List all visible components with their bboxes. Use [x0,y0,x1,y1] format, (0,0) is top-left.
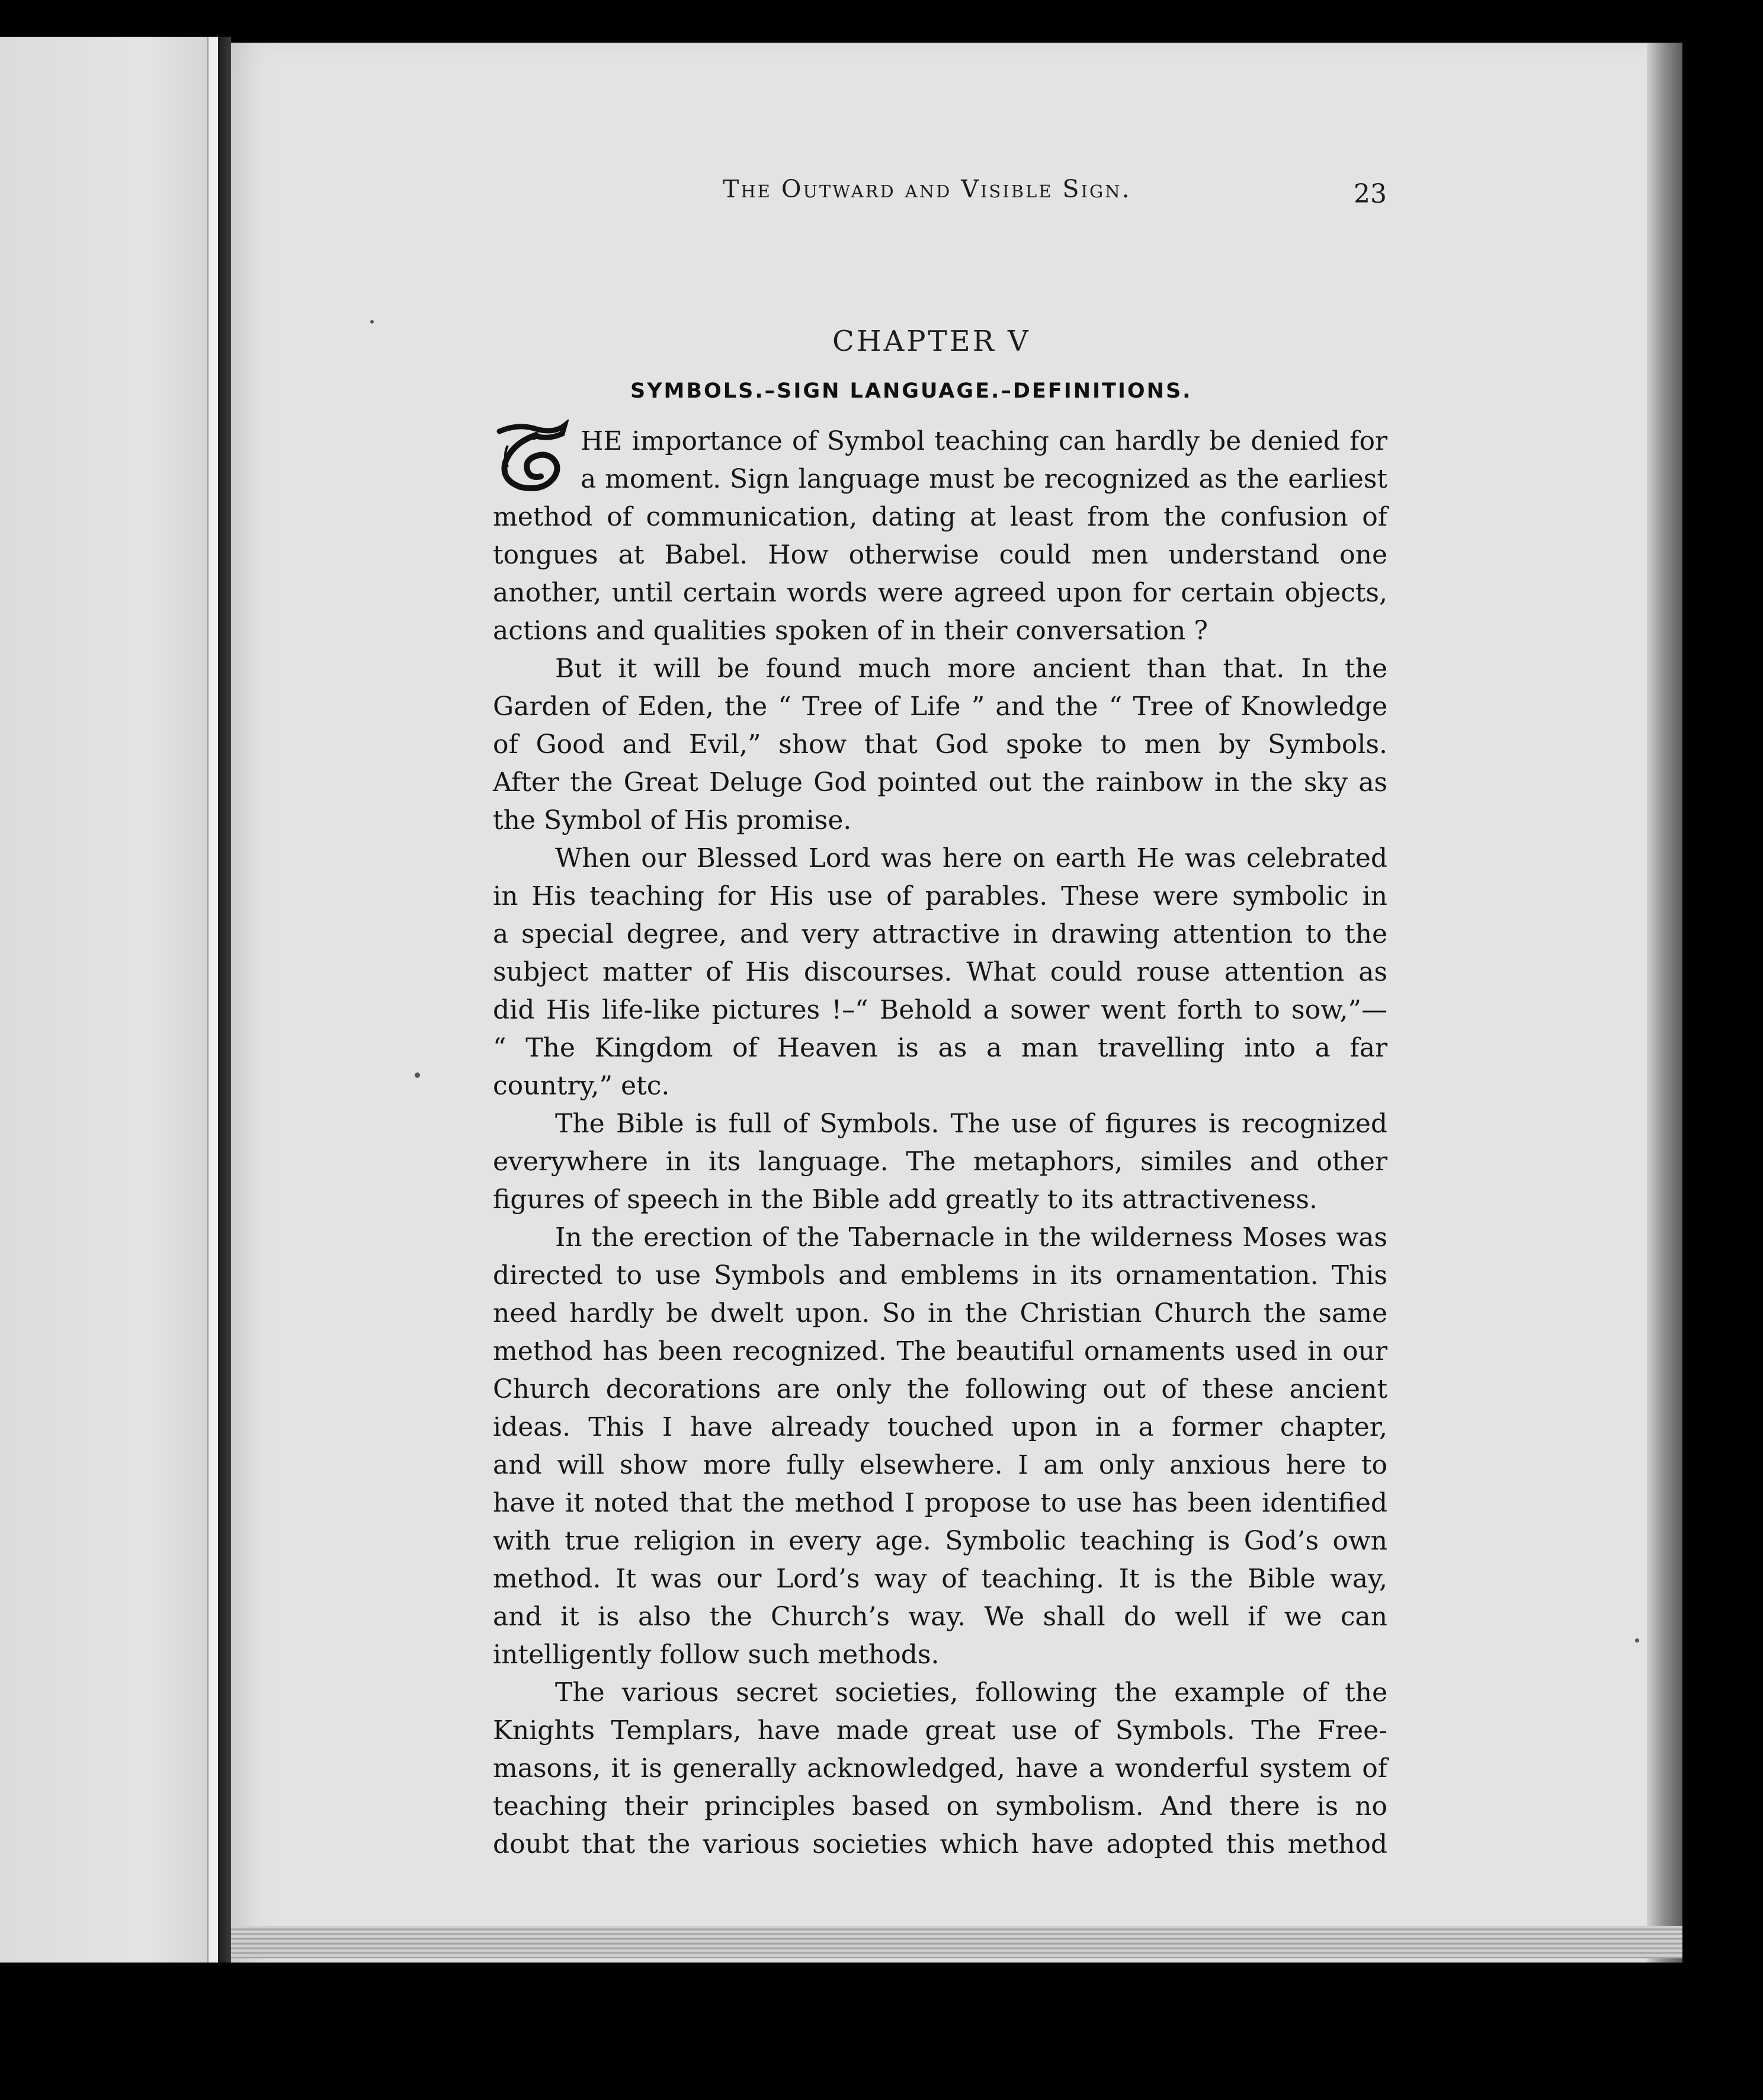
chapter-title: CHAPTER V [832,325,1031,358]
text-line: method has been recognized. The beautiful ornaments used in our [493,1336,1387,1366]
text-line: another, until certain words were agreed upon for certain objects, [493,578,1387,608]
page-bottom-edge [231,1926,1682,1958]
text-line: When our Blessed Lord was here on earth He was celebrated [555,843,1387,873]
text-line: In the erection of the Tabernacle in the wilderness Moses was [555,1222,1387,1253]
text-line: doubt that the various societies which have adopted this method [493,1829,1387,1859]
text-line: in His teaching for His use of parables. These were symbolic in [493,881,1387,911]
text-line: teaching their principles based on symbolism. And there is no [493,1791,1387,1822]
text-line: Garden of Eden, the “ Tree of Life ” and the “ Tree of Knowledge [493,692,1387,722]
text-line: But it will be found much more ancient than that. In the [555,654,1387,684]
text-line: with true religion in every age. Symbolic teaching is God’s own [493,1526,1387,1556]
text-line: The various secret societies, following the example of the [555,1678,1387,1708]
text-line: The Bible is full of Symbols. The use of figures is recognized [555,1109,1387,1139]
text-line: tongues at Babel. How otherwise could men understand one [493,540,1387,570]
book-gutter [218,37,231,1963]
scan-speck [370,320,374,324]
left-page-edge [207,37,219,1963]
scan-speck [415,1073,420,1078]
text-line: everywhere in its language. The metaphors, similes and other [493,1147,1387,1177]
text-line: method. It was our Lord’s way of teaching. It is the Bible way, [493,1564,1387,1594]
text-line: of Good and Evil,” show that God spoke to men by Symbols. [493,729,1387,760]
text-line: intelligently follow such methods. [493,1640,940,1670]
text-line: subject matter of His discourses. What could rouse attention as [493,957,1387,987]
page-stack-edge [1647,43,1682,1963]
text-line: “ The Kingdom of Heaven is as a man travelling into a far [493,1033,1387,1063]
page-number: 23 [1354,179,1387,209]
text-line: actions and qualities spoken of in their conversation ? [493,616,1208,646]
text-line: need hardly be dwelt upon. So in the Christian Church the same [493,1298,1387,1328]
text-line: country,” etc. [493,1071,670,1101]
text-line: directed to use Symbols and emblems in its ornamentation. This [493,1260,1387,1291]
text-line: a moment. Sign language must be recognized as the earliest [581,464,1387,494]
ornamental-drop-cap [495,420,569,494]
text-line: Church decorations are only the following out of these ancient [493,1374,1387,1404]
scan-speck [1635,1638,1639,1643]
text-line: have it noted that the method I propose to use has been identified [493,1488,1387,1518]
text-line: ideas. This I have already touched upon in a former chapter, [493,1412,1387,1442]
text-line: masons, it is generally acknowledged, have a wonderful system of [493,1753,1387,1784]
text-line: a special degree, and very attractive in drawing attention to the [493,919,1387,949]
text-line: After the Great Deluge God pointed out the rainbow in the sky as [493,767,1387,798]
left-page-blank [0,37,207,1963]
running-head: The Outward and Visible Sign. [723,175,1131,203]
text-line: method of communication, dating at least from the confusion of [493,502,1387,532]
text-line: the Symbol of His promise. [493,805,852,835]
text-line: and it is also the Church’s way. We shall do well if we can [493,1602,1387,1632]
text-line: did His life-like pictures !–“ Behold a sower went forth to sow,”— [493,995,1387,1025]
text-line: figures of speech in the Bible add greatly to its attractiveness. [493,1185,1318,1215]
text-line: Knights Templars, have made great use of Symbols. The Free- [493,1715,1387,1746]
chapter-subtitle: SYMBOLS.–SIGN LANGUAGE.–DEFINITIONS. [630,379,1193,403]
text-line: and will show more fully elsewhere. I am only anxious here to [493,1450,1387,1480]
text-line: HE importance of Symbol teaching can hardly be denied for [581,426,1387,456]
